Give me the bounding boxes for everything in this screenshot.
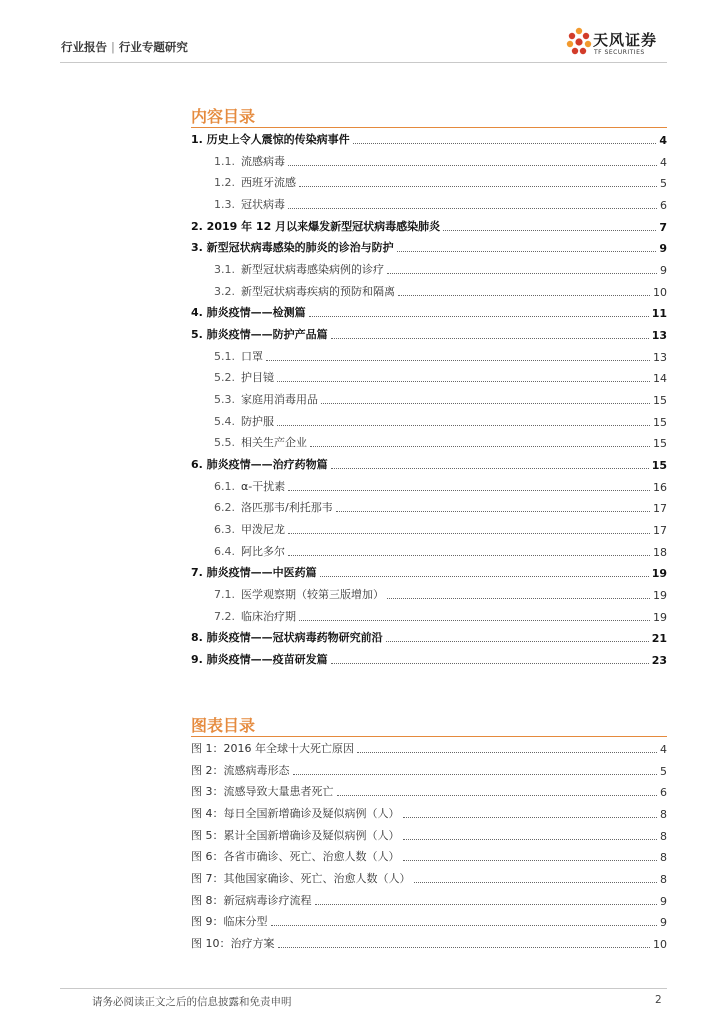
toc-entry-text: 6. 肺炎疫情——治疗药物篇	[191, 457, 328, 471]
toc-subentry[interactable]	[214, 499, 667, 515]
toc-page-number: 13	[653, 350, 667, 364]
figure-dot-leader	[403, 860, 658, 861]
toc-entry-label: 防护服	[241, 414, 274, 428]
figure-page-number: 4	[660, 743, 667, 756]
header-category	[61, 39, 188, 55]
toc-entry-text	[214, 174, 296, 190]
toc-dot-leader	[320, 576, 649, 577]
toc-page-number: 23	[651, 653, 667, 667]
toc-entry-text	[214, 261, 384, 277]
toc-entry-label: 甲泼尼龙	[241, 522, 285, 536]
toc-page-number: 17	[653, 523, 667, 537]
toc-entry-label: 口罩	[241, 349, 263, 363]
toc-dot-leader	[398, 295, 650, 296]
figures-title: 图表目录	[191, 716, 256, 735]
toc-entry-number: 3.2.	[214, 284, 235, 298]
toc-subentry[interactable]	[214, 391, 667, 407]
toc-entry-label: 流感病毒	[241, 154, 285, 168]
toc-page-number: 4	[659, 134, 667, 147]
logo-chinese-name: 天风证券	[593, 31, 658, 49]
figure-dot-leader	[278, 947, 651, 948]
toc-entry-text	[214, 348, 263, 364]
toc-entry-label: 洛匹那韦/利托那韦	[241, 501, 333, 515]
logo-flower-icon	[566, 26, 592, 60]
toc-entry-text: 9. 肺炎疫情——疫苗研发篇	[191, 652, 328, 666]
toc-entry-label: 护目镜	[241, 371, 274, 385]
toc-entry-text: 8. 肺炎疫情——冠状病毒药物研究前沿	[191, 631, 383, 645]
toc-page-number: 13	[651, 328, 667, 342]
toc-entry-label: 阿比多尔	[241, 544, 285, 558]
toc-entry-text	[214, 499, 333, 515]
toc-dot-leader	[288, 208, 657, 209]
figure-dot-leader	[293, 774, 658, 775]
toc-dot-leader	[299, 186, 657, 187]
toc-entry-text: 1. 历史上令人震惊的传染病事件	[191, 133, 350, 146]
toc-dot-leader	[336, 511, 650, 512]
toc-entry-text	[214, 478, 285, 494]
toc-page-number: 6	[660, 198, 667, 212]
footer-divider	[60, 988, 667, 989]
toc-page-number: 21	[651, 632, 667, 646]
toc-subentry[interactable]	[214, 478, 667, 494]
figure-entry-text: 图 1：2016 年全球十大死亡原因	[191, 742, 354, 755]
toc-dot-leader	[443, 230, 656, 231]
toc-subentry[interactable]	[214, 283, 667, 299]
toc-entry-text: 4. 肺炎疫情——检测篇	[191, 306, 306, 320]
figure-dot-leader	[271, 925, 658, 926]
toc-subentry[interactable]	[214, 521, 667, 537]
toc-dot-leader	[387, 598, 650, 599]
toc-subentry[interactable]	[214, 153, 667, 169]
figure-page-number: 8	[660, 872, 667, 886]
figure-entry[interactable]	[191, 740, 667, 756]
toc-page-number: 15	[651, 458, 667, 472]
toc-dot-leader	[386, 641, 649, 642]
toc-entry[interactable]	[191, 651, 667, 667]
toc-dot-leader	[321, 403, 650, 404]
toc-entry[interactable]	[191, 304, 667, 320]
figure-entry[interactable]	[191, 935, 667, 951]
figure-dot-leader	[357, 752, 657, 753]
toc-entry-number: 1.2.	[214, 176, 235, 190]
toc-page-number: 18	[653, 545, 667, 559]
toc-entry-text: 2. 2019 年 12 月以来爆发新型冠状病毒感染肺炎	[191, 219, 441, 233]
toc-title: 内容目录	[191, 107, 256, 126]
toc-dot-leader	[310, 446, 650, 447]
toc-dot-leader	[288, 490, 650, 491]
toc-page-number: 4	[660, 155, 667, 169]
figure-entry-text: 图 3：流感导致大量患者死亡	[191, 785, 334, 799]
figure-page-number: 9	[660, 916, 667, 930]
company-logo	[566, 24, 686, 64]
toc-entry[interactable]	[191, 218, 667, 234]
figure-entry-text: 图 4：每日全国新增确诊及疑似病例（人）	[191, 806, 400, 820]
figure-dot-leader	[403, 817, 658, 818]
toc-dot-leader	[299, 620, 650, 621]
toc-entry[interactable]	[191, 326, 667, 342]
toc-entry-text	[214, 391, 318, 407]
figure-dot-leader	[337, 795, 658, 796]
toc-page-number: 11	[651, 307, 667, 321]
toc-page-number: 15	[653, 393, 667, 407]
toc-entry-text	[214, 413, 274, 429]
toc-entry-label: 相关生产企业	[241, 436, 307, 450]
toc-dot-leader	[266, 360, 650, 361]
figure-entry[interactable]	[191, 913, 667, 929]
figure-entry-text: 图 10：治疗方案	[191, 936, 275, 950]
toc-entry-label: 临床治疗期	[241, 609, 296, 623]
logo-english-name: TF SECURITIES	[594, 49, 645, 56]
figure-entry-text: 图 5：累计全国新增确诊及疑似病例（人）	[191, 828, 400, 842]
toc-entry-text	[214, 153, 285, 169]
toc-entry-text	[214, 521, 285, 537]
figure-dot-leader	[414, 882, 658, 883]
toc-entry-label: 冠状病毒	[241, 197, 285, 211]
toc-page-number: 10	[653, 285, 667, 299]
toc-dot-leader	[288, 555, 650, 556]
toc-page-number: 7	[659, 220, 667, 234]
figure-entry[interactable]	[191, 783, 667, 799]
toc-entry-text	[214, 586, 384, 602]
toc-page-number: 5	[660, 177, 667, 191]
toc-entry-number: 1.1.	[214, 154, 235, 168]
toc-dot-leader	[387, 273, 657, 274]
figures-title-underline	[191, 736, 667, 737]
toc-subentry[interactable]	[214, 586, 667, 602]
toc-entry-text: 3. 新型冠状病毒感染的肺炎的诊治与防护	[191, 241, 394, 255]
toc-page-number: 14	[653, 372, 667, 386]
toc-subentry[interactable]	[214, 348, 667, 364]
toc-subentry[interactable]	[214, 261, 667, 277]
toc-subentry[interactable]	[214, 434, 667, 450]
toc-subentry[interactable]	[214, 369, 667, 385]
toc-page-number: 15	[653, 415, 667, 429]
header-divider	[60, 62, 667, 63]
figure-entry[interactable]	[191, 892, 667, 908]
toc-entry-number: 3.1.	[214, 262, 235, 276]
toc-entry-text	[214, 369, 274, 385]
toc-entry-number: 5.4.	[214, 414, 235, 428]
header-report-type: 行业报告	[61, 40, 107, 54]
toc-entry[interactable]	[191, 239, 667, 255]
toc-entry-label: 新型冠状病毒疾病的预防和隔离	[241, 284, 395, 298]
toc-page-number: 19	[653, 610, 667, 624]
toc-entry-label: 西班牙流感	[241, 176, 296, 190]
toc-entry-number: 6.2.	[214, 501, 235, 515]
toc-page-number: 19	[651, 567, 667, 581]
toc-entry-label: 家庭用消毒用品	[241, 392, 318, 406]
toc-dot-leader	[331, 663, 649, 664]
figure-entry-text: 图 9：临床分型	[191, 915, 268, 929]
toc-subentry[interactable]	[214, 608, 667, 624]
toc-entry-number: 5.1.	[214, 349, 235, 363]
figure-page-number: 10	[653, 937, 667, 951]
footer-page-number: 2	[655, 994, 662, 1006]
figure-entry-text: 图 6：各省市确诊、死亡、治愈人数（人）	[191, 850, 400, 864]
toc-entry[interactable]	[191, 564, 667, 580]
figure-page-number: 9	[660, 894, 667, 908]
toc-entry-text	[214, 608, 296, 624]
toc-entry[interactable]	[191, 456, 667, 472]
toc-entry-text	[214, 434, 307, 450]
toc-dot-leader	[353, 143, 657, 144]
toc-entry-text	[214, 283, 395, 299]
toc-entry-number: 6.1.	[214, 479, 235, 493]
toc-dot-leader	[277, 425, 650, 426]
toc-dot-leader	[309, 316, 649, 317]
header-separator: |	[111, 40, 115, 54]
toc-entry[interactable]	[191, 131, 667, 147]
header-report-subtype: 行业专题研究	[118, 40, 188, 54]
figure-page-number: 8	[660, 851, 667, 865]
toc-page-number: 19	[653, 588, 667, 602]
toc-subentry[interactable]	[214, 174, 667, 190]
toc-dot-leader	[331, 468, 649, 469]
figure-page-number: 8	[660, 807, 667, 821]
toc-entry-number: 6.4.	[214, 544, 235, 558]
figure-dot-leader	[403, 839, 658, 840]
toc-page-number: 9	[660, 263, 667, 277]
toc-entry-number: 6.3.	[214, 522, 235, 536]
toc-entry-number: 5.2.	[214, 371, 235, 385]
figure-entry-text: 图 7：其他国家确诊、死亡、治愈人数（人）	[191, 871, 411, 885]
toc-dot-leader	[288, 533, 650, 534]
figure-entry[interactable]	[191, 762, 667, 778]
toc-subentry[interactable]	[214, 543, 667, 559]
toc-dot-leader	[331, 338, 649, 339]
figure-page-number: 5	[660, 764, 667, 778]
toc-entry-text	[214, 543, 285, 559]
toc-page-number: 17	[653, 502, 667, 516]
toc-page-number: 16	[653, 480, 667, 494]
toc-entry-text	[214, 196, 285, 212]
toc-page-number: 15	[653, 437, 667, 451]
toc-entry-label: α-干扰素	[241, 479, 286, 493]
figure-entry[interactable]	[191, 805, 667, 821]
figure-entry[interactable]	[191, 848, 667, 864]
figure-page-number: 6	[660, 786, 667, 800]
figure-entry-text: 图 8：新冠病毒诊疗流程	[191, 893, 312, 907]
figure-entry[interactable]	[191, 827, 667, 843]
toc-entry-text: 7. 肺炎疫情——中医药篇	[191, 566, 317, 580]
figure-dot-leader	[315, 904, 658, 905]
toc-dot-leader	[397, 251, 657, 252]
toc-entry-number: 5.5.	[214, 436, 235, 450]
figure-entry[interactable]	[191, 870, 667, 886]
toc-dot-leader	[277, 381, 650, 382]
toc-subentry[interactable]	[214, 413, 667, 429]
toc-page-number: 9	[659, 242, 667, 256]
toc-entry-number: 7.1.	[214, 587, 235, 601]
toc-entry-number: 1.3.	[214, 197, 235, 211]
figure-entry-text: 图 2：流感病毒形态	[191, 763, 290, 777]
toc-entry-text: 5. 肺炎疫情——防护产品篇	[191, 327, 328, 341]
footer-disclaimer: 请务必阅读正文之后的信息披露和免责申明	[92, 996, 292, 1008]
toc-dot-leader	[288, 165, 657, 166]
toc-entry-number: 7.2.	[214, 609, 235, 623]
toc-entry[interactable]	[191, 629, 667, 645]
figure-page-number: 8	[660, 829, 667, 843]
toc-entry-label: 新型冠状病毒感染病例的诊疗	[241, 262, 384, 276]
toc-title-underline	[191, 127, 667, 128]
toc-entry-label: 医学观察期（较第三版增加）	[241, 587, 384, 601]
toc-entry-number: 5.3.	[214, 392, 235, 406]
toc-subentry[interactable]	[214, 196, 667, 212]
